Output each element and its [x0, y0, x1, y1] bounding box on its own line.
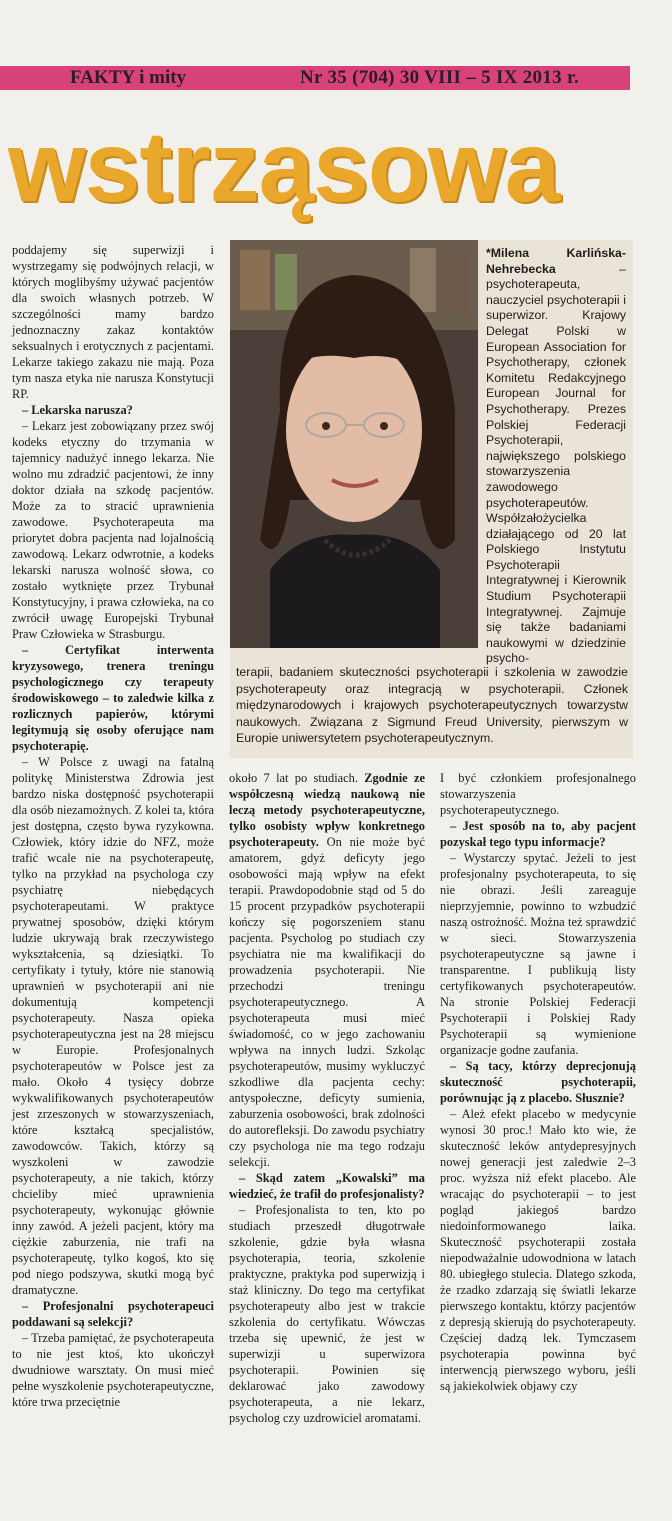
bio-author-name: *Milena Karlińska-Nehrebecka	[486, 246, 626, 276]
paragraph-tail: On nie może być amatorem, gdyż deficyty jego osobowości mają wpływ na efekt terapii. Prawdopodobnie stąd od 5 do 15 procent przypadków psychoterapii kończy się pogorszeniem stanu pacjenta. Psycholog po studiach czy psychiatra nie ma kwalifikacji do prowadzenia psychoterapii. Nie przechodzi treningu psychoterapeutycznego. A psychoterapeuta musi mieć świadomość, co w jego zachowaniu wpływa na innych ludzi. Szkoląc psychoterapeutów, musimy wykluczyć szkodliwe dla pacjenta cechy: antyspołeczne, deficyty sumienia, zaburzenia osobowości, brak zdolności do autorefleksji. Do zawodu psychiatry czy psychologa nie ma tego rodzaju selekcji.	[229, 835, 425, 1169]
paragraph: – Trzeba pamiętać, że psychoterapeuta to nie jest ktoś, kto ukończył dwudniowe warsztaty. On musi mieć pełne wyszkolenie psychoterapeutyczne, które trwa przeciętnie	[12, 1331, 214, 1409]
interview-question: – Skąd zatem „Kowalski” ma wiedzieć, że trafił do profesjonalisty?	[229, 1171, 425, 1201]
header-band	[0, 66, 630, 90]
column-3	[440, 770, 636, 1394]
interview-question: – Profesjonalni psychoterapeuci poddawani są selekcji?	[12, 1299, 214, 1329]
column-2	[229, 770, 425, 1426]
paragraph: – Profesjonalista to ten, kto po studiach przeszedł długotrwałe szkolenie, gdzie była własna psychoterapia, teoria, szkolenie praktyczne, praktyka pod superwizją i staż kliniczny. Do tego ma certyfikat psychoterapeuty albo jest w trakcie szkolenia do certyfikatu. Wówczas trzeba się upewnić, że jest w superwizji u superwizora psychoterapii. Powinien się deklarować jako zawodowy psychoterapeuta, a nie lekarz, psycholog czy uzdrowiciel aromatami.	[229, 1203, 425, 1425]
column-1	[12, 242, 214, 1410]
interview-question: – Jest sposób na to, aby pacjent pozyskał tego typu informacje?	[440, 819, 636, 849]
headline: wstrząsowa	[8, 111, 560, 223]
author-photo	[230, 240, 478, 648]
interview-question: – Lekarska narusza?	[22, 403, 133, 417]
paragraph: poddajemy się superwizji i wystrzegamy się podwójnych relacji, w których moglibyśmy używać pacjentów dla swoich własnych potrzeb. W szczególności mamy bardzo jednoznaczny zakaz kontaktów seksualnych i erotycznych z pacjentami. Lekarze takiego zakazu nie mają. Poza tym nasza etyka nie narusza Konstytucji RP.	[12, 243, 214, 401]
bio-side-body: – psychoterapeuta, nauczyciel psychoterapii i superwizor. Krajowy Delegat Polski w European Association for Psychotherapy, członek Komitetu Redakcyjnego European Journal for Psychotherapy. Prezes Polskiej Federacji Psychoterapii, największego polskiego stowarzyszenia zawodowego psychoterapeutów. Współzałożycielka działającego od 20 lat Polskiego Instytutu Psychoterapii Integratywnej i Kierownik Studium Psychoterapii Integratywnej. Zajmuje się także badaniami naukowymi w dziedzinie psycho-	[486, 261, 626, 666]
portrait-illustration	[230, 240, 478, 648]
interview-question: – Certyfikat interwenta kryzysowego, trenera treningu psychologicznego czy terapeuty środowiskowego – to zaledwie kilka z rozlicznych papierów, którymi legitymują się osoby oferujące nam psychoterapię.	[12, 643, 214, 753]
paragraph: – Wystarczy spytać. Jeżeli to jest profesjonalny psychoterapeuta, to się nie obrazi. Jeśli zareaguje nieprzyjemnie, powinno to wzbudzić naszą ostrożność. Można też sprawdzić w sieci. Stowarzyszenia psychoterapeutyczne są jawne i transparentne. I publikują listy certyfikowanych psychoterapeutów. Na stronie Polskiej Federacji Psychoterapii i Polskiej Rady Psychoterapii są wymienione organizacje godne zaufania.	[440, 851, 636, 1057]
paragraph-start	[229, 770, 425, 1170]
bio-side-text	[486, 246, 626, 667]
interview-question: – Są tacy, którzy deprecjonują skuteczność psychoterapii, porównując ją z placebo. Słusznie?	[440, 1059, 636, 1105]
bold-statement: Zgodnie ze współczesną wiedzą naukową nie leczą metody psychoterapeutyczne, tylko osobisty wpływ konkretnego psychoterapeuty.	[229, 771, 425, 849]
paragraph: – Lekarz jest zobowiązany przez swój kodeks etyczny do trzymania w tajemnicy nadużyć innego lekarza. Nie wolno mu zdradzić pacjentowi, że inny doktor działa na szkodę pacjentów. Może za to stracić uprawnienia zawodowe. Psychoterapeuta ma priorytet dobra pacjenta nad lojalnością zawodową. Lekarz odwrotnie, a kodeks lekarski narusza wolność słowa, co zostało wytknięte przez Trybunał Konstytucyjny, i prawa człowieka, na co zwrócił uwagę Europejski Trybunał Praw Człowieka w Strasburgu.	[12, 419, 214, 641]
paragraph-lead: około 7 lat po studiach.	[229, 771, 358, 785]
paragraph: – W Polsce z uwagi na fatalną politykę Ministerstwa Zdrowia jest bardzo niska dostępność psychoterapii dla osób niezamożnych. Z kolei ta, która jest dostępna, często bywa ryzykowna. Człowiek, który idzie do NFZ, może trafić wcale nie na psychoterapeutę, tylko na przykład na psychologa czy psychiatrę niebędących psychoterapeutami. W praktyce prywatnej sposobów, dzięki którym ludzie ukrywają brak rzeczywistego wykształcenia, są dziesiątki. To certyfikaty i tytuły, które nie stanowią uprawnień w psychoterapii ani nie dokumentują kompetencji psychoterapeuty. Nasza opieka psychoterapeutyczna jest na 28 miejscu w Europie. Profesjonalnych psychoterapeutów w Polsce jest za mało. Około 4 tysięcy dobrze wykwalifikowanych psychoterapeutów jest zrzeszonych w stowarzyszeniach, które kształcą specjalistów, zawodowców. Takich, którzy są wyszkoleni w zawodzie psychoterapeuty, a nie takich, którzy chcieliby mieć uprawnienia psychoterapeuty, wykonując głównie inny zawód. A jeżeli pacjent, który ma ciężkie zaburzenia, nie trafi na psychoterapeutę, tylko kogoś, kto się pod niego podszywa, skutki mogą być dramatyczne.	[12, 755, 214, 1297]
bio-bottom-text: terapii, badaniem skuteczności psychoterapii i szkolenia w zawodzie psychoterapeuty oraz integracją w psychoterapii. Członek międzynarodowych i krajowych psychoterapeutycznych towarzystw naukowych. Związana z Sigmund Freud University, pierwszym w Europie uniwersytetem psychoterapeutycznym.	[236, 665, 628, 746]
paragraph: I być członkiem profesjonalnego stowarzyszenia psychoterapeutycznego.	[440, 771, 636, 817]
issue-info: Nr 35 (704) 30 VIII – 5 IX 2013 r.	[300, 67, 580, 88]
section-name: FAKTY i mity	[70, 67, 187, 88]
paragraph: – Ależ efekt placebo w medycynie wynosi 30 proc.! Mało kto wie, że skuteczność leków antydepresyjnych nowej generacji jest zaledwie 2–3 proc. wyższa niż efekt placebo. Ale wracając do psychoterapii – to jest pogląd jakiegoś bardzo niedoinformowanego laika. Skuteczność psychoterapii została niepodważalnie udowodniona w latach 80. ubiegłego stulecia. Dlatego szkoda, że rzadko zdarzają się światli lekarze pierwszego kontaktu, którzy pacjentów z depresją skierują do psychoterapeuty. Częściej dadzą lek. Tymczasem psychoterapia powinna być interwencją pierwszego wyboru, jeśli są jakiekolwiek objawy czy	[440, 1107, 636, 1393]
